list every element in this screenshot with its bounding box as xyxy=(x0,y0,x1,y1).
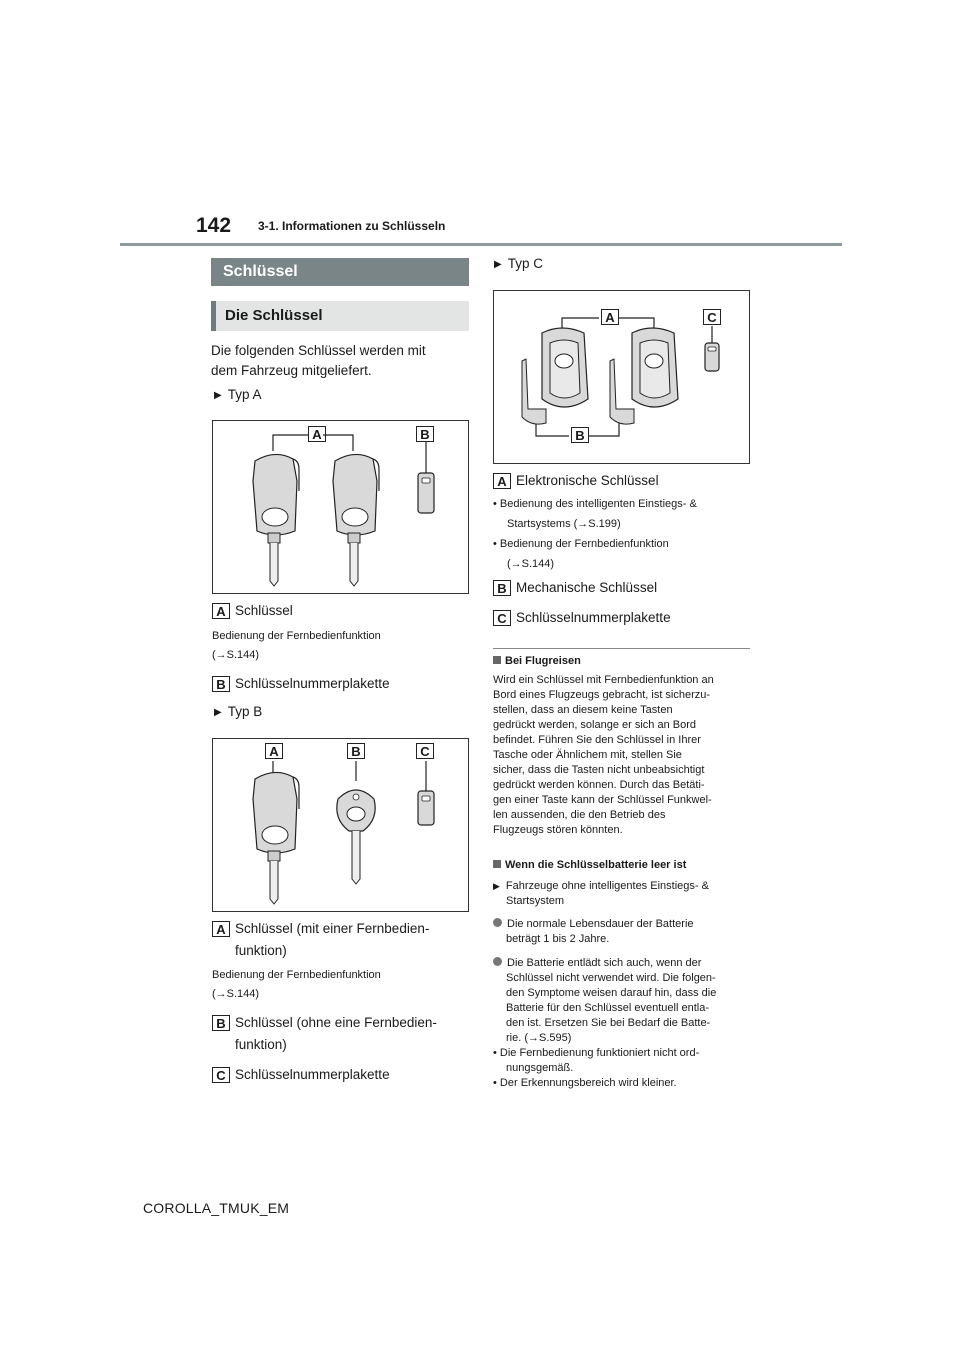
square-bullet-icon xyxy=(493,860,501,868)
figure-label-b: B xyxy=(416,426,434,442)
triangle-right-icon: ▶ xyxy=(214,707,222,718)
type-c-bullets: • Bedienung des intelligenten Einstiegs- & Startsystems (→S.199) • Bedienung der Fernbedienfunktion (→S.144) xyxy=(493,498,697,570)
type-a-item-b: B Schlüsselnummerplakette xyxy=(212,673,390,695)
figure-type-b xyxy=(212,738,469,912)
triangle-right-icon: ▶ xyxy=(214,390,222,401)
type-b-item-a: A Schlüssel (mit einer Fernbedien- funktion) xyxy=(212,918,429,962)
battery-lifetime: Die normale Lebensdauer der Batterie beträgt 1 bis 2 Jahre. xyxy=(493,917,694,947)
type-c-heading: ▶ Typ C xyxy=(494,256,543,271)
figure-label-a: A xyxy=(265,743,283,759)
subsection-title: Die Schlüssel xyxy=(211,301,469,331)
type-a-item-a: A Schlüssel xyxy=(212,600,293,622)
smart-key-icon xyxy=(610,328,678,424)
figure-type-c xyxy=(493,290,750,464)
figure-label-c: C xyxy=(416,743,434,759)
flights-text: Wird ein Schlüssel mit Fernbedienfunktion an Bord eines Flugzeugs gebracht, ist sicherzu- stellen, dass an diesem keine Tasten gedrückt werden, solange er sich an Bord befindet. Führen Sie den Schlüssel in Ihrer Tasche oder Ähnlichem mit, stellen Sie sicher, dass die Tasten nicht unbeabsichtigt gedrückt werden können. Durch das Betäti- gen einer Taste kann der Schlüssel Funkwel- len aussenden, die den Betrieb des Flugzeugs stören könnten. xyxy=(493,674,714,836)
key-number-plate-icon xyxy=(705,343,719,371)
type-c-item-a: A Elektronische Schlüssel xyxy=(493,470,659,492)
type-b-item-b: B Schlüssel (ohne eine Fernbedien- funktion) xyxy=(212,1012,437,1056)
fob-key-icon xyxy=(253,772,299,904)
figure-type-a xyxy=(212,420,469,594)
figure-label-b: B xyxy=(347,743,365,759)
intro-text: Die folgenden Schlüssel werden mit dem Fahrzeug mitgeliefert. xyxy=(211,343,426,378)
square-bullet-icon xyxy=(493,656,501,664)
figure-label-b: B xyxy=(571,427,589,443)
document-code: COROLLA_TMUK_EM xyxy=(143,1200,290,1216)
circle-bullet-icon xyxy=(493,957,502,966)
page-number: 142 xyxy=(196,214,232,237)
battery-heading: Wenn die Schlüsselbatterie leer ist xyxy=(493,859,686,871)
type-b-illustration xyxy=(213,739,468,911)
type-a-note: Bedienung der Fernbedienfunktion (→S.144) xyxy=(212,630,381,661)
type-b-item-c: C Schlüsselnummerplakette xyxy=(212,1064,390,1086)
figure-label-a: A xyxy=(601,309,619,325)
type-b-heading: ▶ Typ B xyxy=(214,704,263,719)
circle-bullet-icon xyxy=(493,918,502,927)
battery-vehicle-note: ▶ Fahrzeuge ohne intelligentes Einstiegs- & Startsystem xyxy=(493,880,709,907)
type-c-item-b: B Mechanische Schlüssel xyxy=(493,577,657,599)
section-separator xyxy=(493,648,750,649)
header-rule xyxy=(120,243,842,246)
flights-heading: Bei Flugreisen xyxy=(493,655,581,667)
mechanical-key-icon xyxy=(337,790,375,884)
key-number-plate-icon xyxy=(418,791,434,825)
figure-label-a: A xyxy=(308,426,326,442)
type-b-note: Bedienung der Fernbedienfunktion (→S.144) xyxy=(212,969,381,1000)
triangle-right-icon: ▶ xyxy=(493,881,500,891)
fob-key-icon xyxy=(253,454,299,586)
section-title: Schlüssel xyxy=(211,258,469,286)
type-a-illustration xyxy=(213,421,468,593)
battery-discharge: Die Batterie entlädt sich auch, wenn der Schlüssel nicht verwendet wird. Die folgen- den Symptome weisen darauf hin, dass die Batterie für den Schlüssel eventuell entla- den ist. Ersetzen Sie bei Bedarf die Batte- rie. (→S.595) • Die Fernbedienung funktioniert nicht ord- nungsgemäß. • Der Erkennungsbereich wird kleiner. xyxy=(493,957,717,1089)
chapter-title: 3-1. Informationen zu Schlüsseln xyxy=(258,219,446,233)
type-a-heading: ▶ Typ A xyxy=(214,387,262,402)
key-number-plate-icon xyxy=(418,473,434,513)
type-c-item-c: C Schlüsselnummerplakette xyxy=(493,607,671,629)
smart-key-icon xyxy=(522,328,588,424)
triangle-right-icon: ▶ xyxy=(494,259,502,270)
fob-key-icon xyxy=(333,454,379,586)
figure-label-c: C xyxy=(703,309,721,325)
